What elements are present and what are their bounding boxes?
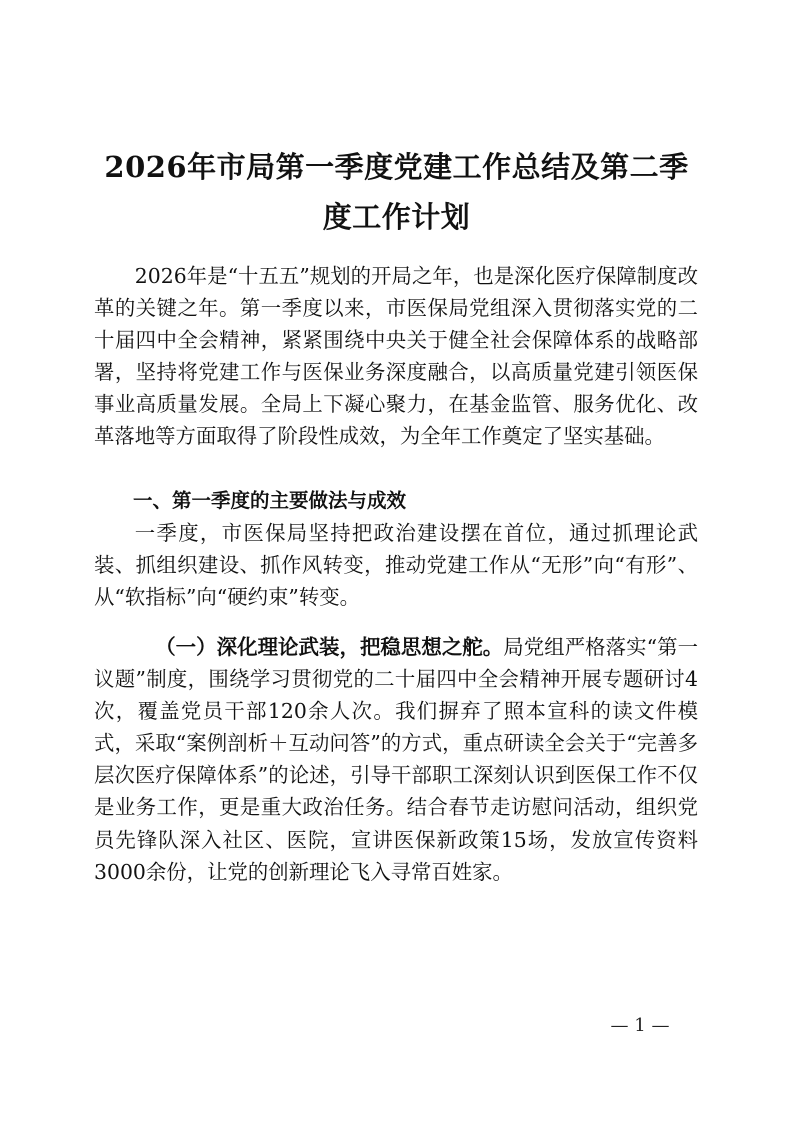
document-title: 2026年市局第一季度党建工作总结及第二季度工作计划 (104, 150, 689, 234)
section-one-heading: 一、第一季度的主要做法与成效 (133, 489, 407, 512)
subsection-body: 局党组严格落实“第一议题”制度，围绕学习贯彻党的二十届四中全会精神开展专题研讨4次，覆盖党员干部120余人次。我们摒弃了照本宣科的读文件模式，采取“案例剖析＋互动问答”的方式，重点研读全会关于“完善多层次医疗保障体系”的论述，引导干部职工深刻认识到医保工作不仅是业务工作，更是重大政治任务。结合春节走访慰问活动，组织党员先锋队深入社区、医院，宣讲医保新政策15场，发放宣传资料3000余份，让党的创新理论飞入寻常百姓家。 (94, 635, 698, 884)
page-number: — 1 — (610, 1015, 670, 1036)
subsection-heading: （一）深化理论武装，把稳思想之舵。 (155, 635, 504, 659)
subsection-paragraph (94, 631, 698, 888)
section-one-intro-paragraph: 一季度，市医保局坚持把政治建设摆在首位，通过抓理论武装、抓组织建设、抓作风转变，推动党建工作从“无形”向“有形”、从“软指标”向“硬约束”转变。 (94, 521, 698, 610)
intro-paragraph: 2026年是“十五五”规划的开局之年，也是深化医疗保障制度改革的关键之年。第一季度以来，市医保局党组深入贯彻落实党的二十届四中全会精神，紧紧围绕中央关于健全社会保障体系的战略部署，坚持将党建工作与医保业务深度融合，以高质量党建引领医保事业高质量发展。全局上下凝心聚力，在基金监管、服务优化、改革落地等方面取得了阶段性成效，为全年工作奠定了坚实基础。 (94, 264, 698, 449)
